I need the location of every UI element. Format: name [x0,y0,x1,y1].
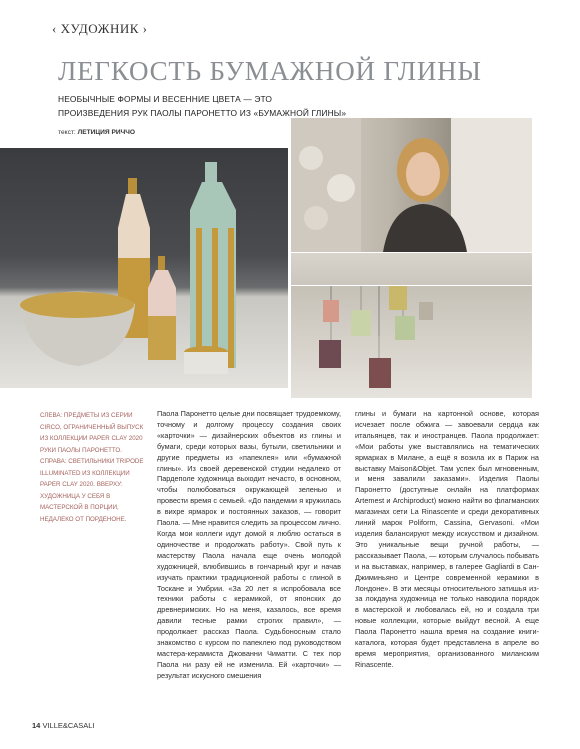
photo-caption: СЛЕВА: ПРЕДМЕТЫ ИЗ СЕРИИ CIRCO, ОГРАНИЧЕННЫЙ ВЫПУСК ИЗ КОЛЛЕКЦИИ PAPER CLAY 2020 РУКИ ПАОЛЫ ПАРОНЕТТО. СПРАВА: СВЕТИЛЬНИКИ TRIPODE ILLUMINATED ИЗ КОЛЛЕКЦИИ PAPER CLAY 2020. ВВЕРХУ: ХУДОЖНИЦА У СЕБЯ В МАСТЕРСКОЙ В ПОРЦИИ, НЕДАЛЕКО ОТ ПОРДЕНОНЕ. [40,412,144,523]
byline [58,129,135,136]
magazine-name: VILLE&CASALI [42,721,95,730]
ceramics-illustration [0,148,288,388]
article-title: ЛЕГКОСТЬ БУМАЖНОЙ ГЛИНЫ [58,56,482,86]
article-subtitle [58,92,346,120]
page-number: 14 [32,721,41,730]
body-paragraph: Паола Паронетто целые дни посвящает трудоемкому, точному и долгому процессу создания своих «карточки» — дизайнерских объектов из глины и бумаги, среди которых вазы, бутыли, светильники и другие предметы из «папеклея» или «бумажной глины». Из своей деревенской студии недалеко от Пардеполе художница выходит нечасто, в основном, чтобы полюбоваться окружающей зеленью и провести время с семьей. «До пандемии я кружилась в вихре ярмарок и постоянных заказов, — говорит Паола. — Мне нравится следить за процессом лично. Когда мои коллеги идут домой я люблю остаться в одиночестве и продолжать работу». Свой путь к мастерству Паола начала еще очень молодой художницей, влюбившись в гончарный круг и начав изучать практики традиционной работы с глиной в Тоскане и Умбрии. «За 20 лет я испробовала все техники работы с керамикой, от японских до древнеримских. Но на меня, казалось, все время давили тесные рамки строгих правил», — продолжает рассказ Паола. Судьбоносным стало знакомство с курсом по папеклею под руководством мастера-керамиста Джованни Чиматти. С тех пор Паола ни разу ей не изменила. Ей «карточки» — результат искусного смешения [157,409,341,680]
subtitle-line-1: НЕОБЫЧНЫЕ ФОРМЫ И ВЕСЕННИЕ ЦВЕТА — ЭТО [58,94,273,104]
subtitle-line-2: ПРОИЗВЕДЕНИЯ РУК ПАОЛЫ ПАРОНЕТТО ИЗ «БУМАЖНОЙ ГЛИНЫ» [58,108,347,118]
article-body-column-2 [355,409,539,671]
lamps-illustration [291,286,532,398]
page-footer [32,721,95,730]
article-body-column-1 [157,409,341,682]
byline-author: ЛЕТИЦИЯ РИЧЧО [77,129,136,136]
byline-label: текст: [58,129,76,136]
ceramics-photo [0,148,288,388]
lamps-photo-top [291,253,532,285]
pendant-lamps-photo [291,286,532,398]
artist-portrait-photo [291,118,532,252]
portrait-illustration [291,118,532,252]
body-paragraph: глины и бумаги на картонной основе, которая исчезает после обжига — завоевали сердца как итальянцев, так и иностранцев. Паола продолжает: «Мои работы уже выставлялись на тематических ярмарках в Милане, а ещё я возила их в Париж на выставку Maison&Objet. Там успех был мгновенным, и меня завалили заказами». Изделия Паолы Паронетто (доступные онлайн на платформах Artemest и Archiproduct) можно найти во флагманских магазинах сети La Rinascente и среди декоративных линий марок Poliform, Cassina, Gervasoni. «Мои изделия балансируют между искусством и дизайном. Это уникальные вещи ручной работы, — рассказывает Паола, — которым случалось побывать и на выставках, например, в галерее Gagliardi в Сан-Джиминьяно и Центре современной керамики в Лондоне». В эти месяцы относительного затишья из-за локдауна художница не только наводила порядок в мастерской и любовалась ей, но и создала три новые коллекции, которые выйдут весной. А еще Паола Паронетто нашла время на создание книги-каталога, которая будет представлена в апреле во время мероприятия, организованного миланским Rinascente. [355,409,539,669]
section-tag: ‹ ХУДОЖНИК › [52,21,148,36]
